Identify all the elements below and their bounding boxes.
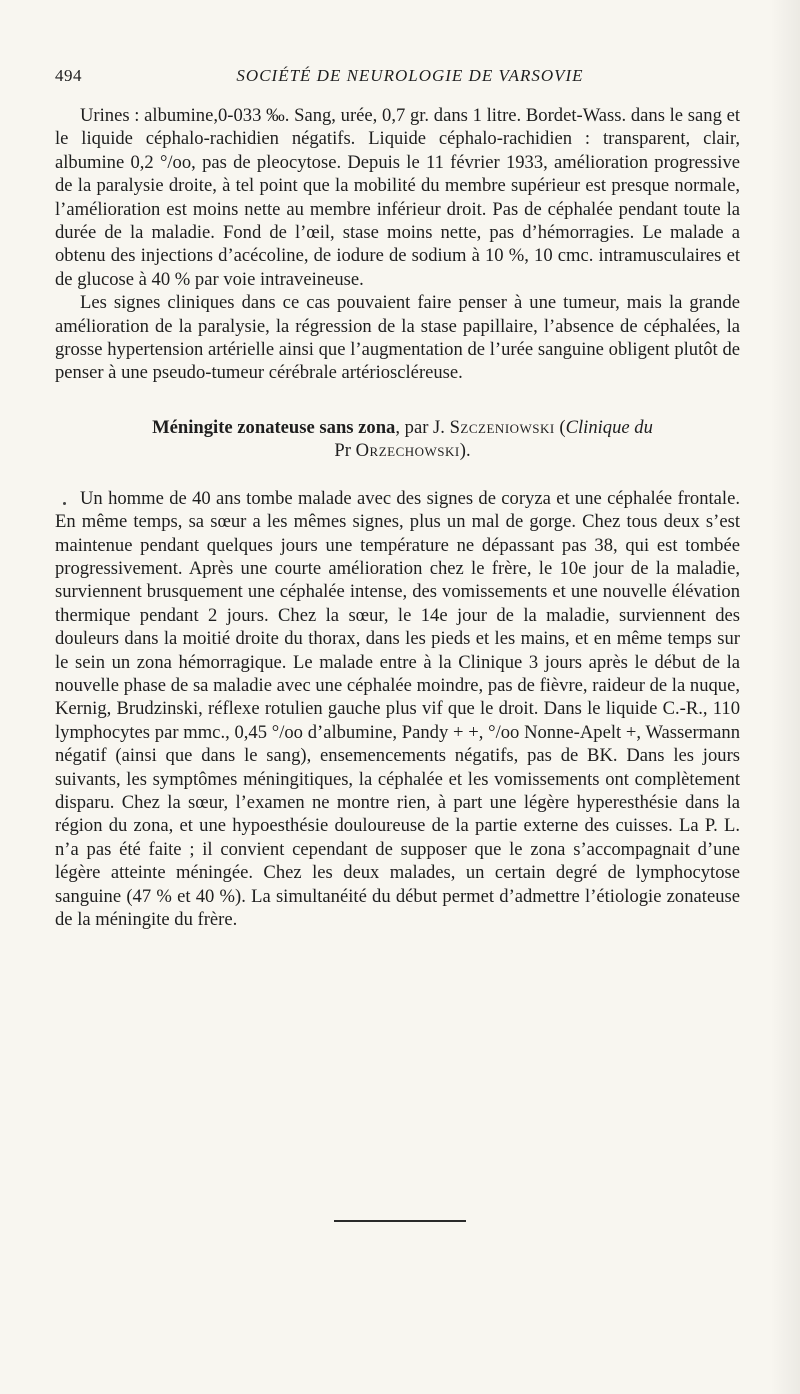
article-author: Szczeniowski — [449, 416, 555, 438]
article-title: Méningite zonateuse sans zona — [152, 416, 396, 438]
article-clinic-open: ( — [554, 416, 566, 438]
running-title: SOCIÉTÉ DE NEUROLOGIE DE VARSOVIE — [236, 66, 584, 85]
body-text — [55, 104, 740, 931]
page-edge-shadow — [770, 0, 800, 1394]
paragraph-clinical-signs: Les signes cliniques dans ce cas pouvaient faire penser à une tumeur, mais la grande amélioration de la paralysie, la régression de la stase papillaire, l’absence de céphalées, la grosse hypertension artérielle ainsi que l’augmentation de l’urée sanguine obligent plutôt de penser à une pseudo-tumeur cérébrale artérioscléreuse. — [55, 292, 740, 384]
page-header — [55, 66, 745, 90]
page-number: 494 — [55, 66, 82, 85]
paragraph-case-report: Un homme de 40 ans tombe malade avec des signes de coryza et une céphalée frontale. En même temps, sa sœur a les mêmes signes, plus un mal de gorge. Chez tous deux s’est maintenue pendant quelques jours une température ne dépassant pas 38, qui est tombée progressivement. Après une courte amélioration chez le frère, le 10e jour de la maladie, surviennent brusquement une céphalée intense, des vomissements et une nouvelle élévation thermique pendant 2 jours. Chez la sœur, le 14e jour de la maladie, surviennent des douleurs dans la moitié droite du thorax, dans les pieds et les mains, et en même temps sur le sein un zona hémorragique. Le malade entre à la Clinique 3 jours après le début de la nouvelle phase de sa maladie avec une céphalée moindre, pas de fièvre, raideur de la nuque, Kernig, Brudzinski, réflexe rotulien gauche plus vif que le droit. Dans le liquide C.-R., 110 lymphocytes par mmc., 0,45 °/oo d’albumine, Pandy + +, °/oo Nonne-Apelt +, Wassermann négatif (ainsi que dans le sang), ensemencements négatifs, pas de BK. Dans les jours suivants, les symptômes méningitiques, la céphalée et les vomissements ont complètement disparu. Chez la sœur, l’examen ne montre rien, à part une légère hyperesthésie dans la région du zona, et une hypoesthésie douloureuse de la partie externe des cuisses. La P. L. n’a pas été faite ; il convient cependant de supposer que le zona s’accompagnait d’une légère atteinte méningée. Chez les deux malades, un certain degré de lymphocytose sanguine (47 % et 40 %). La simultanéité du début permet d’admettre l’étiologie zonateuse de la méningite du frère. — [55, 487, 740, 930]
end-rule — [334, 1220, 466, 1222]
article-heading — [55, 416, 740, 463]
article-prof-prefix: Pr — [334, 440, 351, 462]
article-clinic: Clinique du — [565, 416, 653, 438]
paragraph-lab-results: Urines : albumine,0-033 ‰. Sang, urée, 0,7 gr. dans 1 litre. Bordet-Wass. dans le sang et le liquide céphalo-rachidien négatifs. Liquide céphalo-rachidien : transparent, clair, albumine 0,2 °/oo, pas de pleocytose. Depuis le 11 février 1933, amélioration progressive de la paralysie droite, à tel point que la mobilité du membre supérieur est presque normale, l’amélioration est moins nette au membre inférieur droit. Pas de céphalée pendant toute la durée de la maladie. Fond de l’œil, stase moins nette, pas d’hémorragies. Le malade a obtenu des injections d’acécoline, de iodure de sodium à 10 %, 10 cmc. intramusculaires et de glucose à 40 % par voie intraveineuse. — [55, 105, 740, 290]
article-prof-name: Orzechowski — [355, 440, 460, 462]
article-close: ). — [459, 440, 471, 462]
article-by: , par J. — [395, 416, 450, 438]
